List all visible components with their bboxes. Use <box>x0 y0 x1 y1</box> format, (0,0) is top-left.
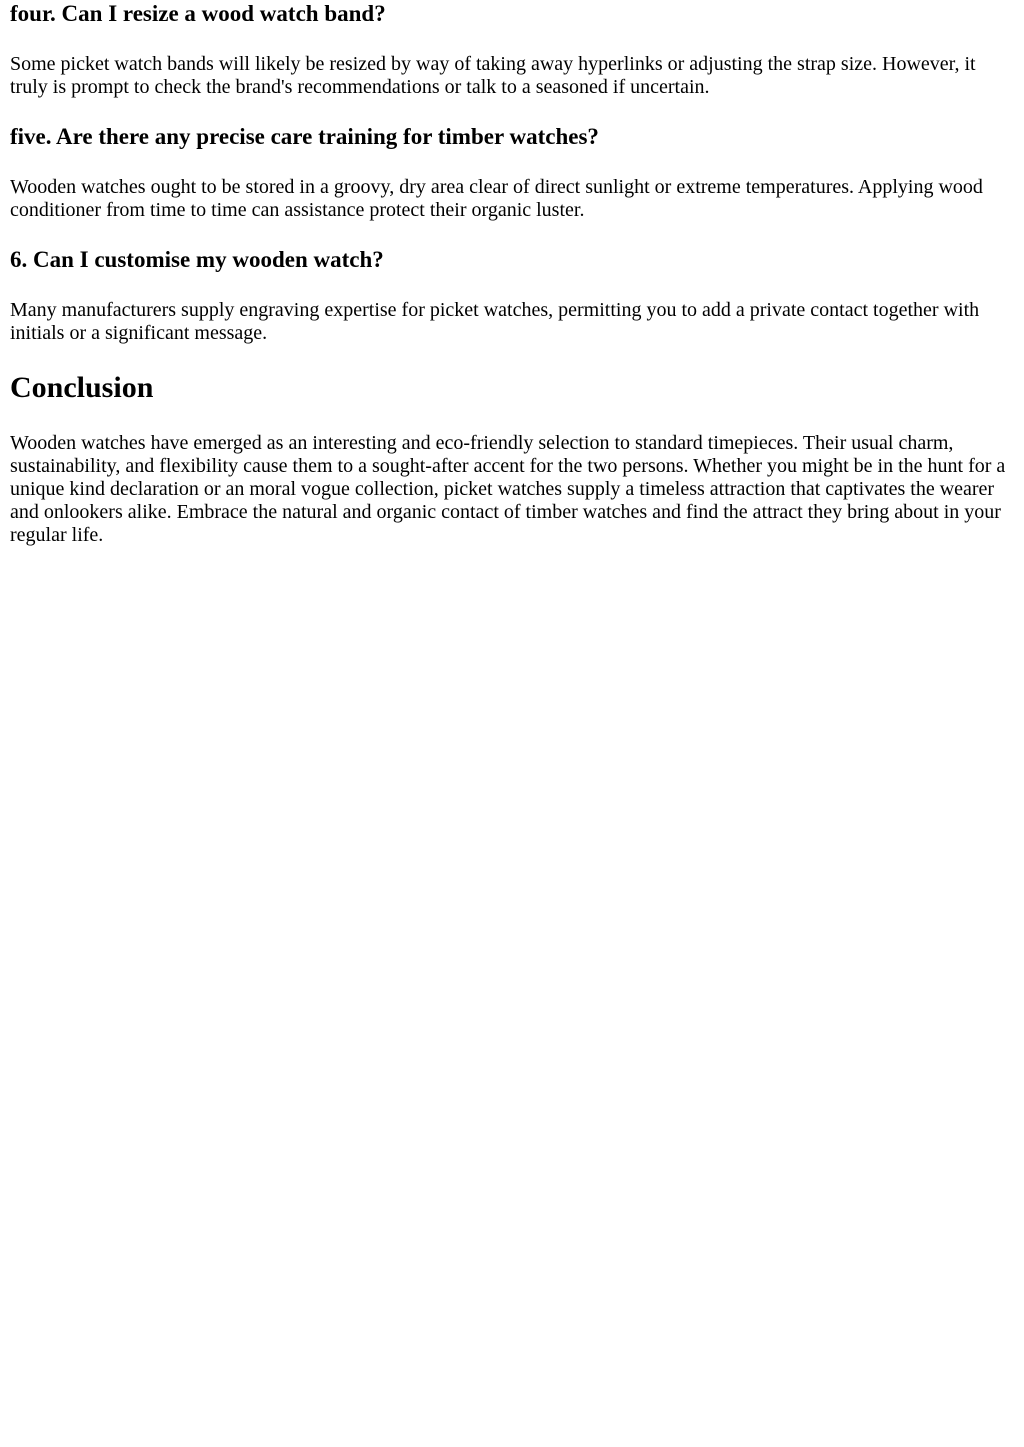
faq-question-heading: 6. Can I customise my wooden watch? <box>10 247 384 272</box>
faq-question-heading: five. Are there any precise care training for timber watches? <box>10 124 599 149</box>
faq-question-heading: four. Can I resize a wood watch band? <box>10 1 386 26</box>
article-content <box>0 1 1024 547</box>
faq-answer-paragraph: Some picket watch bands will likely be resized by way of taking away hyperlinks or adjusting the strap size. However, it truly is prompt to check the brand's recommendations or talk to a seasoned if uncertain. <box>10 53 976 98</box>
faq-answer-paragraph: Wooden watches ought to be stored in a groovy, dry area clear of direct sunlight or extreme temperatures. Applying wood conditioner from time to time can assistance protect their organic luster. <box>10 176 983 221</box>
conclusion-heading: Conclusion <box>10 371 154 404</box>
conclusion-paragraph: Wooden watches have emerged as an interesting and eco-friendly selection to standard timepieces. Their usual charm, sustainability, and flexibility cause them to a sought-after accent for the two persons. Whether you might be in the hunt for a unique kind declaration or an moral vogue collection, picket watches supply a timeless attraction that captivates the wearer and onlookers alike. Embrace the natural and organic contact of timber watches and find the attract they bring about in your regular life. <box>10 432 1006 546</box>
faq-answer-paragraph: Many manufacturers supply engraving expertise for picket watches, permitting you to add a private contact together with initials or a significant message. <box>10 299 980 344</box>
